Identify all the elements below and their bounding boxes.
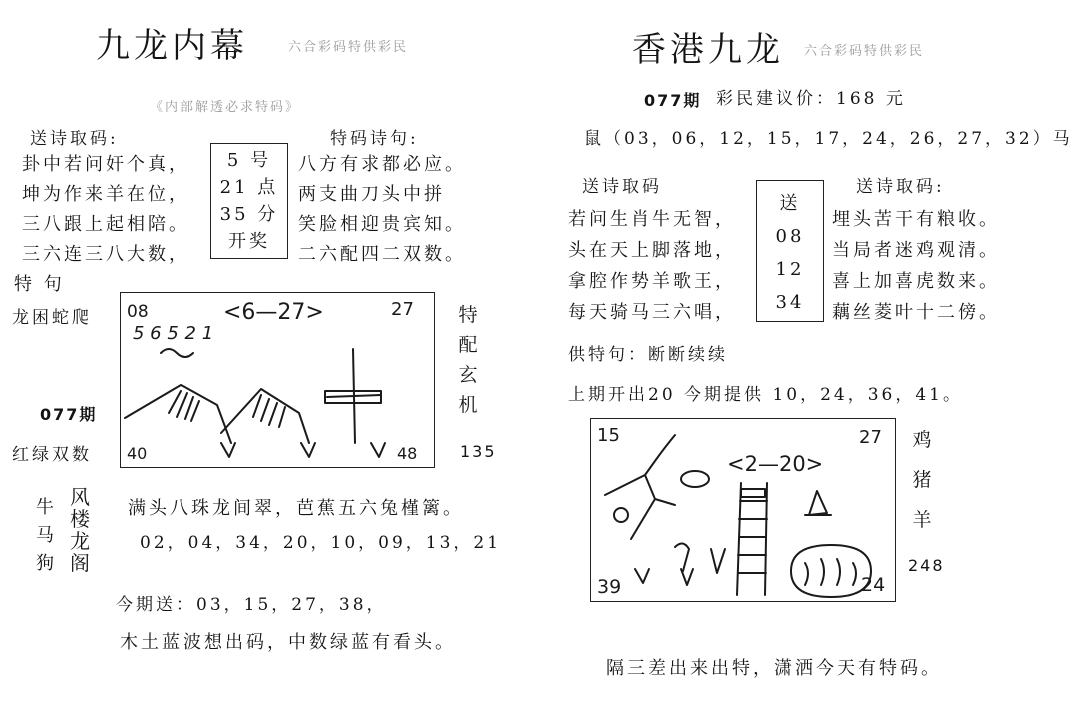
mountain-right bbox=[221, 389, 309, 443]
poem-line: 藕丝菱叶十二傍。 bbox=[832, 302, 1000, 323]
left-poem-left bbox=[22, 150, 190, 270]
send-item: 34 bbox=[775, 292, 805, 313]
drawing-scrawl: 5 6 5 2 1 bbox=[133, 323, 214, 344]
send-item: 08 bbox=[775, 226, 805, 247]
left-poem-header-right: 特码诗句: bbox=[330, 129, 419, 149]
shoe-sketch bbox=[681, 471, 709, 487]
right-drawing-svg bbox=[591, 419, 895, 601]
right-drawing bbox=[590, 418, 896, 602]
flag-sketch bbox=[805, 491, 831, 515]
schedule-line: 开奖 bbox=[228, 231, 270, 252]
left-closing: 木土蓝波想出码，中数绿蓝有看头。 bbox=[120, 632, 456, 653]
right-side-number: 248 bbox=[908, 556, 945, 575]
grass-mark bbox=[635, 569, 693, 585]
poem-line: 两支曲刀头中拼 bbox=[298, 184, 445, 205]
left-side-vertical: 特配玄机 bbox=[458, 304, 478, 416]
corner-number: 48 bbox=[397, 444, 418, 463]
special-label: 特 句 bbox=[14, 274, 65, 295]
schedule-line: 21 点 bbox=[219, 177, 279, 198]
left-issue: 077期 bbox=[40, 405, 98, 424]
corner-number: 08 bbox=[127, 302, 149, 322]
left-title: 九龙内幕 bbox=[96, 26, 248, 66]
ladder-top bbox=[741, 489, 765, 497]
left-poem-right bbox=[298, 150, 466, 270]
corner-number: 24 bbox=[861, 574, 886, 596]
left-send-line: 今期送：03，15，27，38， bbox=[116, 595, 387, 615]
poem-line: 三六连三八大数， bbox=[22, 244, 190, 265]
right-poem-right bbox=[832, 204, 1000, 328]
zodiac-list bbox=[36, 494, 57, 578]
right-issue: 077期 bbox=[644, 91, 702, 110]
poem-line: 卦中若问奸个真， bbox=[22, 154, 190, 175]
poem-line: 拿腔作势羊歌王， bbox=[568, 271, 736, 292]
right-special-line: 供特句：断断续续 bbox=[568, 345, 728, 365]
poem-line: 三八跟上起相陪。 bbox=[22, 214, 190, 235]
cross-sketch bbox=[327, 349, 381, 443]
flower-sketch bbox=[675, 543, 725, 573]
poem-line: 每天骑马三六唱， bbox=[568, 302, 736, 323]
rat-line: 鼠（03，06，12，15，17，24，26，27，32）马 bbox=[584, 129, 1073, 149]
send-item: 12 bbox=[775, 259, 805, 280]
left-poem-header-left: 送诗取码: bbox=[30, 129, 119, 149]
right-price: 彩民建议价：168 元 bbox=[716, 89, 906, 109]
corner-number: 39 bbox=[597, 576, 622, 598]
zodiac-item: 狗 bbox=[36, 553, 57, 574]
zodiac-item: 牛 bbox=[36, 497, 57, 518]
left-subtitle: 六合彩码特供彩民 bbox=[288, 40, 409, 55]
right-poem-header-left: 送诗取码 bbox=[582, 177, 662, 197]
left-numbers: 02，04，34，20，10，09，13，21 bbox=[140, 533, 502, 553]
drawing-range: <6—27> bbox=[223, 300, 324, 325]
poem-line: 八方有求都必应。 bbox=[298, 154, 466, 175]
poem-line: 喜上加喜虎数来。 bbox=[832, 271, 1000, 292]
tower-vertical: 风楼龙阁 bbox=[70, 485, 90, 575]
left-verse: 满头八珠龙间翠，芭蕉五六兔槿篱。 bbox=[128, 498, 464, 519]
poem-line: 当局者迷鸡观清。 bbox=[832, 240, 1000, 261]
right-subtitle: 六合彩码特供彩民 bbox=[804, 44, 925, 59]
send-item: 送 bbox=[779, 193, 801, 214]
draw-schedule-box bbox=[210, 143, 288, 259]
schedule-line: 35 分 bbox=[219, 204, 279, 225]
figure-sketch bbox=[605, 435, 675, 539]
right-last-line: 上期开出20 今期提供 10，24，36，41。 bbox=[568, 385, 963, 405]
schedule-line: 5 号 bbox=[226, 150, 272, 171]
poem-line: 头在天上脚落地， bbox=[568, 240, 736, 261]
mountain-hatch bbox=[253, 395, 285, 427]
poem-line: 埋头苦干有粮收。 bbox=[832, 209, 1000, 230]
ladder bbox=[737, 483, 767, 595]
right-poem-header-right: 送诗取码: bbox=[856, 177, 945, 197]
drum-sketch bbox=[791, 545, 871, 597]
poem-line: 若问生肖牛无智， bbox=[568, 209, 736, 230]
zodiac-item: 马 bbox=[36, 525, 57, 546]
corner-number: 15 bbox=[597, 425, 620, 446]
right-side-vertical: 鸡猪羊 bbox=[912, 429, 932, 531]
bird-sketch bbox=[161, 349, 193, 357]
drawing-range: <2—20> bbox=[727, 452, 824, 476]
poem-line: 二六配四二双数。 bbox=[298, 244, 466, 265]
left-subnote: 《内部解透必求特码》 bbox=[150, 100, 301, 115]
right-poem-left bbox=[568, 204, 736, 328]
special-phrase: 龙困蛇爬 bbox=[12, 308, 92, 328]
left-drawing-svg bbox=[121, 293, 434, 467]
corner-number: 27 bbox=[859, 427, 882, 448]
color-hint: 红绿双数 bbox=[12, 445, 92, 465]
left-drawing bbox=[120, 292, 435, 468]
send-numbers-box bbox=[756, 180, 824, 322]
mountain-hatch bbox=[169, 391, 199, 421]
corner-number: 40 bbox=[127, 444, 148, 463]
head-sketch bbox=[614, 508, 628, 522]
grass-mark bbox=[221, 443, 385, 457]
right-closing: 隔三差出来出特，潇洒今天有特码。 bbox=[606, 658, 942, 679]
right-title: 香港九龙 bbox=[632, 30, 784, 70]
poem-line: 坤为作来羊在位， bbox=[22, 184, 190, 205]
corner-number: 27 bbox=[391, 299, 414, 320]
poem-line: 笑脸相迎贵宾知。 bbox=[298, 214, 466, 235]
left-side-number: 135 bbox=[460, 442, 497, 461]
